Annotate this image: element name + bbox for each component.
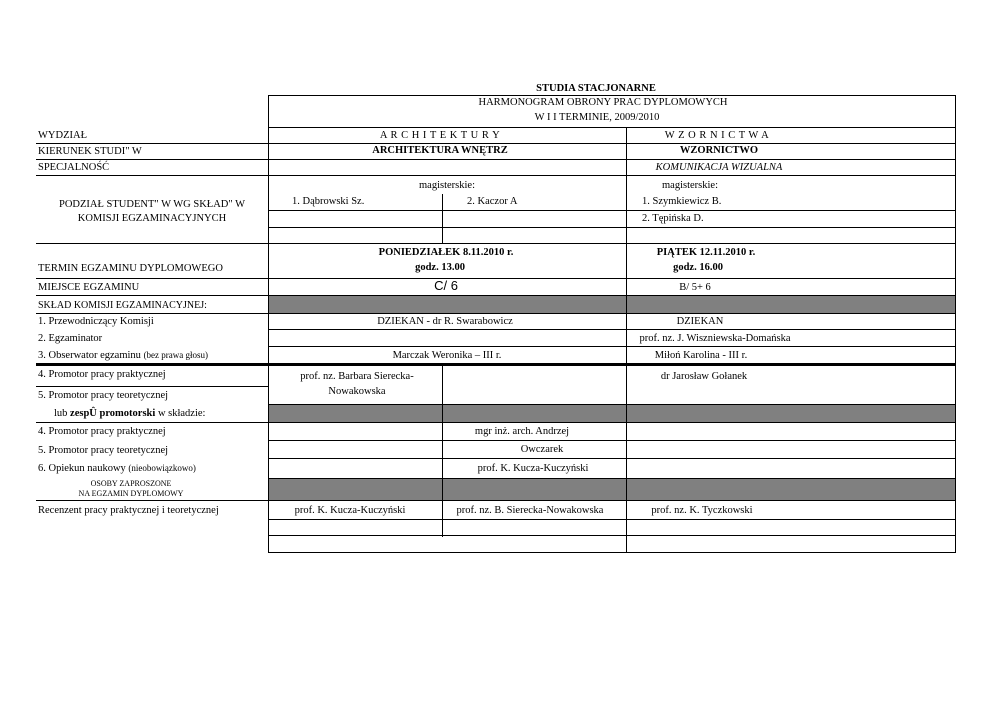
wzor-magisterskie: magisterskie: [662,180,718,191]
arch-termin-time: godz. 13.00 [415,262,465,273]
label-opiekun-note: (nieobowiązkowo) [128,463,196,473]
wzor-wydzial: W Z O R N I C T W A [664,130,770,141]
arch-przewodniczacy: DZIEKAN - dr R. Swarabowicz [377,316,513,327]
grid-line [268,127,956,128]
arch-opiekun: prof. K. Kucza-Kuczyński [477,463,589,474]
header-term: W I I TERMINIE, 2009/2010 [534,112,660,123]
grid-line [442,194,443,243]
grid-line [268,458,956,459]
label-osoby-2: NA EGZAMIN DYPLOMOWY [78,489,184,498]
grid-line [955,95,956,552]
wzor-kierunek: WZORNICTWO [679,145,759,156]
label-opiekun-main: 6. Opiekun naukowy [38,463,126,474]
arch-promotor-2: Nowakowska [328,386,386,397]
wzor-specjalnosc: KOMUNIKACJA WIZUALNA [655,162,783,173]
label-promotor-teoretycznej: 5. Promotor pracy teoretycznej [38,390,169,401]
grid-line [268,478,956,479]
grid-line [268,535,956,536]
arch-zespol-2: Owczarek [520,444,564,455]
arch-kierunek: ARCHITEKTURA WNĘTRZ [372,145,508,156]
label-obserwator-main: 3. Obserwator egzaminu [38,350,141,361]
grid-line [626,127,627,552]
grid-line [36,500,956,501]
label-sklad: SKŁAD KOMISJI EGZAMINACYJNEJ: [38,300,207,311]
arch-miejsce: C/ 6 [434,278,458,293]
grid-line [268,346,956,347]
grid-line [36,175,956,176]
label-promotor-teoretycznej-2: 5. Promotor pracy teoretycznej [38,445,169,456]
wzor-termin-date: PIĄTEK 12.11.2010 r. [656,247,756,258]
shaded-row-zespol [268,404,956,422]
label-zespol-prefix: lub [54,408,68,419]
shaded-row-sklad [268,295,956,313]
grid-line [36,386,268,387]
wzor-miejsce: B/ 5+ 6 [679,282,711,293]
grid-line [36,143,956,144]
arch-student-1: 1. Dąbrowski Sz. [292,196,365,207]
arch-obserwator: Marczak Weronika – III r. [392,350,502,361]
arch-recenzent-2: prof. nz. B. Sierecka-Nowakowska [456,505,604,516]
label-termin: TERMIN EGZAMINU DYPLOMOWEGO [38,263,223,274]
wzor-egzaminator: prof. nz. J. Wiszniewska-Domańska [639,333,791,344]
wzor-obserwator: Miłoń Karolina - III r. [654,350,748,361]
wzor-promotor: dr Jarosław Gołanek [660,371,748,382]
shaded-row-osoby [268,478,956,500]
label-obserwator-note: (bez prawa głosu) [143,350,209,360]
grid-line [36,278,956,279]
label-podzial-2: KOMISJI EGZAMINACYJNYCH [77,213,227,224]
grid-line [268,95,956,96]
grid-line [36,313,956,314]
grid-line [268,440,956,441]
arch-termin-date: PONIEDZIAŁEK 8.11.2010 r. [378,247,514,258]
label-zespol-bold: zespÛ promotorski [70,408,156,419]
label-podzial-1: PODZIAŁ STUDENT" W WG SKŁAD" W [59,199,245,210]
header-title: STUDIA STACJONARNE [536,83,656,94]
grid-line [36,422,956,423]
label-kierunek: KIERUNEK STUDI" W [38,146,142,157]
grid-line [268,552,956,553]
grid-line [268,404,956,405]
arch-zespol-1: mgr inż. arch. Andrzej [474,426,570,437]
wzor-student-2: 2. Tępińska D. [642,213,704,224]
label-recenzent: Recenzent pracy praktycznej i teoretycznej [38,505,219,516]
label-egzaminator: 2. Egzaminator [38,333,103,344]
label-wydzial: WYDZIAŁ [38,130,87,141]
thick-divider [36,363,956,366]
grid-line [268,329,956,330]
arch-recenzent-1: prof. K. Kucza-Kuczyński [294,505,406,516]
grid-line [268,519,956,520]
arch-promotor-1: prof. nz. Barbara Sierecka- [300,371,414,382]
label-promotor-praktycznej-2: 4. Promotor pracy praktycznej [38,426,166,437]
wzor-recenzent: prof. nz. K. Tyczkowski [651,505,753,516]
arch-wydzial: A R C H I T E K T U R Y [379,130,501,141]
arch-student-2: 2. Kaczor A [467,196,518,207]
label-opiekun [38,463,196,475]
label-zespol-suffix: w składzie: [157,408,206,419]
wzor-termin-time: godz. 16.00 [673,262,723,273]
wzor-przewodniczacy: DZIEKAN [676,316,724,327]
label-zespol [54,408,205,420]
label-specjalnosc: SPECJALNOŚĆ [38,162,110,173]
grid-line [268,95,269,552]
label-obserwator [38,350,208,362]
label-miejsce: MIEJSCE EGZAMINU [38,282,140,293]
label-promotor-praktycznej: 4. Promotor pracy praktycznej [38,369,166,380]
arch-magisterskie: magisterskie: [419,180,475,191]
grid-line [36,243,956,244]
grid-line [36,159,956,160]
wzor-student-1: 1. Szymkiewicz B. [642,196,722,207]
grid-line [268,210,956,211]
header-subtitle: HARMONOGRAM OBRONY PRAC DYPLOMOWYCH [478,97,728,108]
label-osoby-1: OSOBY ZAPROSZONE [90,479,172,488]
label-przewodniczacy: 1. Przewodniczący Komisji [38,316,154,327]
grid-line [442,363,443,537]
grid-line [36,295,956,296]
grid-line [268,227,956,228]
